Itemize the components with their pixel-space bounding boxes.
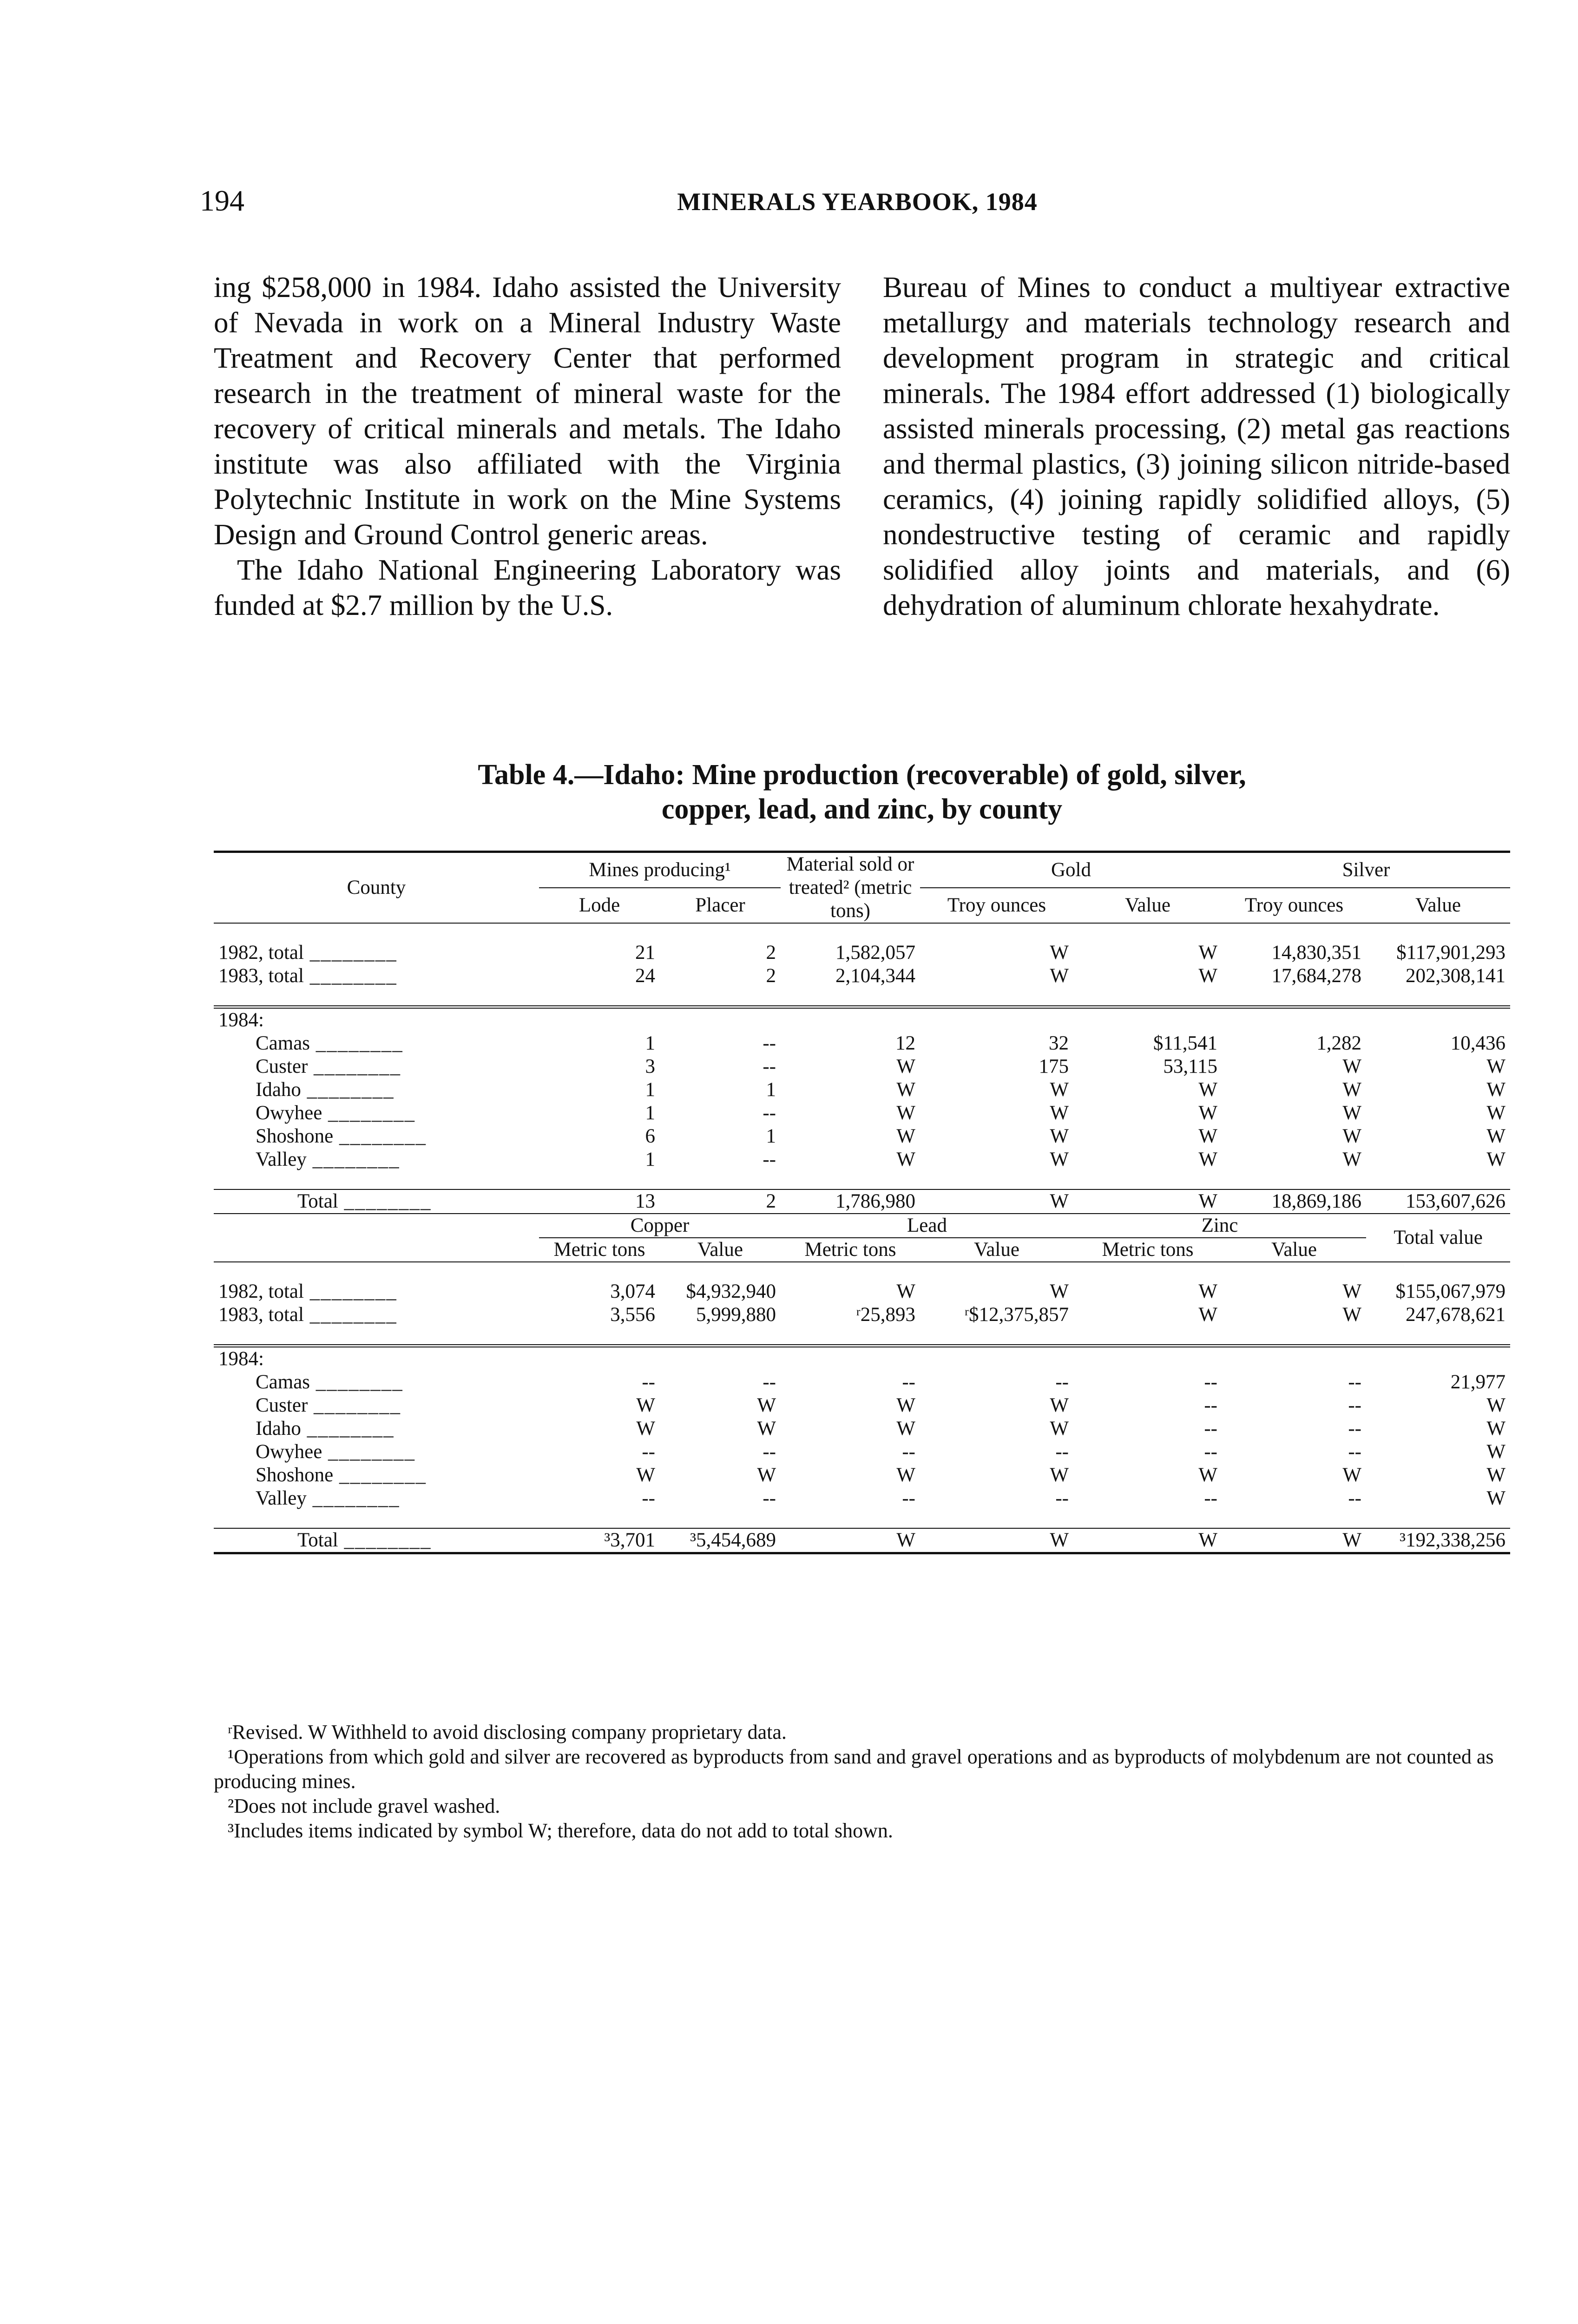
table-row: Custer _____ W W W W -- -- W	[214, 1394, 1510, 1417]
footnotes	[214, 1720, 1510, 1843]
right-column	[883, 270, 1510, 688]
part1-body	[214, 923, 1510, 1214]
header-total-value: Total value	[1394, 1227, 1483, 1248]
header-gold-troy-ounces: Troy ounces	[947, 894, 1046, 917]
right-paragraph-1: Bureau of Mines to conduct a multiyear extractive metallurgy and materials technology research and development program in strategic and critical minerals. The 1984 effort addressed (1) biologically assisted minerals processing, (2) metal gas reactions and thermal plastics, (3) joining silicon nitride-based ceramics, (4) joining rapidly solidified alloys, (5) nondestructive testing of ceramic and rapidly solidified alloy joints and materials, and (6) dehydration of aluminum chlorate hexahydrate.	[883, 271, 1510, 621]
header-silver-value: Value	[1415, 894, 1461, 917]
year-1984-label: 1984:	[218, 1009, 264, 1031]
table-title-line-1: Table 4.—Idaho: Mine production (recoverable) of gold, silver,	[478, 759, 1246, 791]
header-copper: Copper	[539, 1214, 781, 1238]
table-row: 1983, total _____ 3,556 5,999,880 ʳ25,893 ʳ$12,375,857 W W 247,678,621	[214, 1303, 1510, 1327]
page-number: 194	[200, 184, 244, 217]
header-lead: Lead	[781, 1214, 1073, 1238]
header-county: County	[347, 877, 406, 898]
table-row: Idaho _____ 1 1 W W W W W	[214, 1078, 1510, 1102]
header-zinc-metric-tons: Metric tons	[1102, 1239, 1194, 1261]
footnote-revised: ʳRevised. W Withheld to avoid disclosing company proprietary data.	[228, 1721, 787, 1743]
table-row: 1982, total _____ 21 2 1,582,057 W W 14,830,351 $117,901,293	[214, 941, 1510, 964]
body-text	[214, 270, 1510, 688]
table-row: Shoshone _____ W W W W W W W	[214, 1464, 1510, 1487]
header-copper-value: Value	[697, 1239, 743, 1261]
header-material: Material sold or treated² (metric tons)	[786, 853, 914, 922]
header-placer: Placer	[695, 894, 745, 917]
table-row: Camas _____ -- -- -- -- -- -- 21,977	[214, 1371, 1510, 1394]
table-title-line-2: copper, lead, and zinc, by county	[661, 793, 1063, 825]
header-lode: Lode	[579, 894, 620, 917]
left-paragraph-2: The Idaho National Engineering Laboratory was funded at $2.7 million by the U.S.	[214, 554, 841, 621]
header-zinc-value: Value	[1271, 1239, 1317, 1261]
table-row: Valley _____ 1 -- W W W W W	[214, 1148, 1510, 1171]
header-silver: Silver	[1222, 852, 1510, 888]
page-header	[200, 184, 1515, 225]
table-row: 1983, total _____ 24 2 2,104,344 W W 17,684,278 202,308,141	[214, 964, 1510, 988]
header-zinc: Zinc	[1073, 1214, 1366, 1238]
table-row: Owyhee _____ 1 -- W W W W W	[214, 1102, 1510, 1125]
table-row: Custer _____ 3 -- W 175 53,115 W W	[214, 1055, 1510, 1078]
table-row: Idaho _____ W W W W -- -- W	[214, 1417, 1510, 1440]
part2-header	[214, 1214, 1510, 1262]
header-lead-metric-tons: Metric tons	[804, 1239, 896, 1261]
table-row: Owyhee _____ -- -- -- -- -- -- W	[214, 1440, 1510, 1464]
footnote-3: ³Includes items indicated by symbol W; therefore, data do not add to total shown.	[228, 1819, 893, 1842]
header-mines-producing: Mines producing¹	[539, 852, 781, 888]
running-title: MINERALS YEARBOOK, 1984	[677, 188, 1038, 216]
header-gold: Gold	[920, 852, 1222, 888]
footnote-1: ¹Operations from which gold and silver are recovered as byproducts from sand and gravel operations and as byproducts of molybdenum are not counted as producing mines.	[214, 1745, 1494, 1793]
production-table	[214, 851, 1510, 1556]
table-title	[214, 758, 1510, 826]
header-gold-value: Value	[1125, 894, 1170, 917]
table-row: Camas _____ 1 -- 12 32 $11,541 1,282 10,436	[214, 1032, 1510, 1055]
header-silver-troy-ounces: Troy ounces	[1244, 894, 1344, 917]
table-total-row: Total _____ 13 2 1,786,980 W W 18,869,186 153,607,626	[214, 1189, 1510, 1214]
left-column	[214, 270, 841, 688]
table-row: Shoshone _____ 6 1 W W W W W	[214, 1125, 1510, 1148]
year-1984-label-part2: 1984:	[218, 1348, 264, 1370]
footnote-2: ²Does not include gravel washed.	[228, 1795, 500, 1817]
header-lead-value: Value	[974, 1239, 1019, 1261]
table-row: Valley _____ -- -- -- -- -- -- W	[214, 1487, 1510, 1510]
left-paragraph-1: ing $258,000 in 1984. Idaho assisted the University of Nevada in work on a Mineral Industry Waste Treatment and Recovery Center that performed research in the treatment of mineral waste for the recovery of critical minerals and metals. The Idaho institute was also affiliated with the Virginia Polytechnic Institute in work on the Mine Systems Design and Ground Control generic areas.	[214, 271, 841, 551]
header-copper-metric-tons: Metric tons	[553, 1239, 645, 1261]
table-total-row: Total _____ ³3,701 ³5,454,689 W W W W ³192,338,256	[214, 1528, 1510, 1553]
table-row: 1982, total _____ 3,074 $4,932,940 W W W W $155,067,979	[214, 1280, 1510, 1303]
part2-body	[214, 1262, 1510, 1556]
